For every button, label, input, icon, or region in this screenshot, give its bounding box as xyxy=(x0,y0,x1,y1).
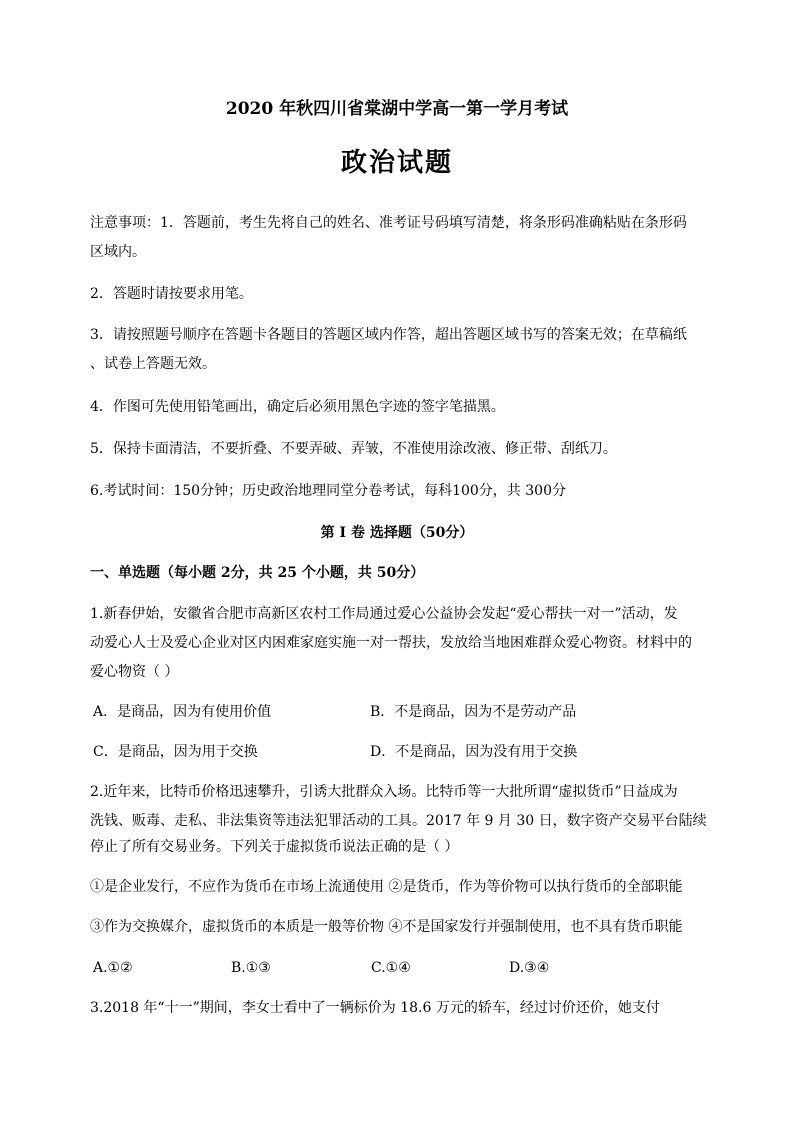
question-1-line-2: 动爱心人士及爱心企业对区内困难家庭实施一对一帮扶，发放给当地困难群众爱心物资。材料中的 xyxy=(90,635,692,651)
notice-line-5: 5．保持卡面清洁，不要折叠、不要弄破、弄皱，不准使用涂改液、修正带、刮纸刀。 xyxy=(90,441,617,457)
question-1-option-c: C．是商品，因为用于交换 xyxy=(93,744,258,760)
notice-line-1b: 区域内。 xyxy=(90,244,146,260)
question-2-line-1: 2.近年来，比特币价格迅速攀升，引诱大批群众入场。比特币等一大批所谓“虚拟货币”日益成为 xyxy=(90,784,678,800)
question-2-line-2: 洗钱、贩毒、走私、非法集资等违法犯罪活动的工具。2017 年 9 月 30 日，数字资产交易平台陆续 xyxy=(90,813,707,829)
notice-line-2: 2．答题时请按要求用笔。 xyxy=(90,286,253,302)
notice-line-4: 4．作图可先使用铅笔画出，确定后必须用黑色字迹的签字笔描黑。 xyxy=(90,399,505,415)
question-1-line-1: 1.新春伊始，安徽省合肥市高新区农村工作局通过爱心公益协会发起“爱心帮扶一对一”活动，发 xyxy=(90,606,678,622)
notice-line-6: 6.考试时间：150分钟；历史政治地理同堂分卷考试，每科100分，共 300分 xyxy=(90,483,566,499)
question-2-line-3: 停止了所有交易业务。下列关于虚拟货币说法正确的是（ ） xyxy=(90,839,459,855)
notice-line-1: 注意事项：1．答题前，考生先将自己的姓名、准考证号码填写清楚，将条形码准确粘贴在条形码 xyxy=(90,215,687,231)
question-2-statements-1-2: ①是企业发行，不应作为货币在市场上流通使用 ②是货币，作为等价物可以执行货币的全部职能 xyxy=(90,879,683,895)
question-1-line-3: 爱心物资（ ） xyxy=(90,664,179,680)
notice-line-3: 3．请按照题号顺序在答题卡各题目的答题区域内作答，超出答题区域书写的答案无效；在草稿纸 xyxy=(90,327,687,343)
notice-line-3b: 、试卷上答题无效。 xyxy=(90,356,216,372)
question-3-line-1: 3.2018 年“十一”期间，李女士看中了一辆标价为 18.6 万元的轿车，经过讨价还价，她支付 xyxy=(90,1000,660,1016)
question-2-option-d: D.③④ xyxy=(509,960,550,976)
question-2-option-b: B.①③ xyxy=(231,960,271,976)
question-1-option-a: A．是商品，因为有使用价值 xyxy=(93,704,272,720)
exam-title: 2020 年秋四川省棠湖中学高一第一学月考试 xyxy=(225,99,569,119)
question-1-option-b: B．不是商品，因为不是劳动产品 xyxy=(370,704,577,720)
volume-title: 第 I 卷 选择题（50分） xyxy=(320,525,474,541)
question-2-option-a: A.①② xyxy=(93,960,133,976)
question-2-statements-3-4: ③作为交换媒介，虚拟货币的本质是一般等价物 ④不是国家发行并强制使用，也不具有货币职能 xyxy=(90,919,683,935)
part-title: 一、单选题（每小题 2分，共 25 个小题，共 50分） xyxy=(90,565,425,581)
question-1-option-d: D．不是商品，因为没有用于交换 xyxy=(370,744,578,760)
subject-title: 政治试题 xyxy=(340,148,453,178)
question-2-option-c: C.①④ xyxy=(371,960,411,976)
